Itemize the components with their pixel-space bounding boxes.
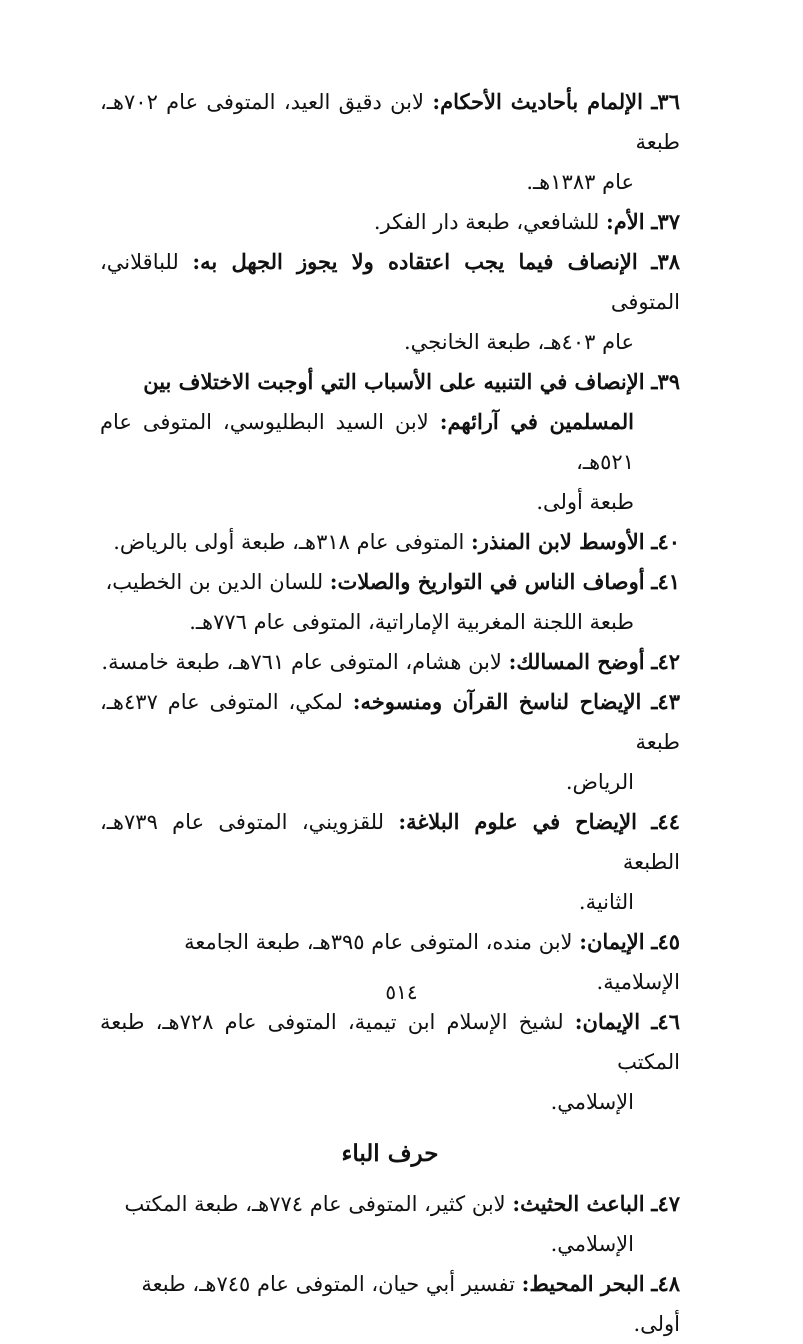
entry-number: ٤٨ـ (651, 1271, 680, 1296)
entry-number: ٤٣ـ (651, 689, 680, 714)
page-number: ٥١٤ (385, 980, 418, 1004)
entry-42 (100, 642, 680, 682)
entry-title: الإلمام بأحاديث الأحكام: (432, 89, 643, 114)
entry-title: أوصاف الناس في التواريخ والصلات: (329, 569, 645, 594)
entry-36-continuation: عام ١٣٨٣هـ. (526, 170, 634, 194)
entry-46-continuation: الإسلامي. (550, 1090, 634, 1114)
entry-39 (100, 362, 680, 402)
entry-title: الباعث الحثيث: (512, 1191, 645, 1216)
entry-details: لمكي، المتوفى عام ٤٣٧هـ، طبعة (100, 690, 680, 754)
entry-number: ٤٤ـ (651, 809, 680, 834)
entry-details: لابن كثير، المتوفى عام ٧٧٤هـ، طبعة المكتب (124, 1192, 506, 1216)
entry-title: البحر المحيط: (521, 1271, 645, 1296)
entry-47 (100, 1184, 680, 1224)
entry-details: المتوفى عام ٣١٨هـ، طبعة أولى بالرياض. (113, 530, 465, 554)
entry-48 (100, 1264, 680, 1344)
entry-number: ٣٩ـ (651, 369, 680, 394)
entry-title: الإيضاح لناسخ القرآن ومنسوخه: (352, 689, 642, 714)
entry-title: أوضح المسالك: (508, 649, 645, 674)
entry-41 (100, 562, 680, 602)
entry-title: الأم: (606, 209, 645, 234)
entry-number: ٣٦ـ (651, 89, 680, 114)
bibliography-page (100, 82, 680, 1344)
entry-41-continuation: طبعة اللجنة المغربية الإماراتية، المتوفى عام ٧٧٦هـ. (189, 610, 634, 634)
entry-44-continuation: الثانية. (578, 890, 634, 914)
entry-title: الإيمان: (579, 929, 645, 954)
entry-number: ٤٧ـ (651, 1191, 680, 1216)
entry-number: ٤٥ـ (651, 929, 680, 954)
entry-number: ٣٨ـ (651, 249, 680, 274)
entry-39-continuation (100, 402, 680, 482)
entry-40 (100, 522, 680, 562)
entry-39-continuation-2: طبعة أولى. (536, 490, 634, 514)
entry-37 (100, 202, 680, 242)
entry-title: الإنصاف في التنبيه على الأسباب التي أوجبت الاختلاف بين (143, 369, 645, 394)
entry-38-continuation: عام ٤٠٣هـ، طبعة الخانجي. (403, 330, 634, 354)
entry-title-continuation: المسلمين في آرائهم: (439, 409, 634, 434)
entry-title: الإنصاف فيما يجب اعتقاده ولا يجوز الجهل به: (192, 249, 638, 274)
entry-title: الإيمان: (574, 1009, 641, 1034)
entry-details: لابن دقيق العيد، المتوفى عام ٧٠٢هـ، طبعة (100, 90, 680, 154)
entry-number: ٤٦ـ (651, 1009, 680, 1034)
entry-47-continuation: الإسلامي. (550, 1232, 634, 1256)
entry-number: ٤٠ـ (651, 529, 680, 554)
entry-number: ٤٢ـ (651, 649, 680, 674)
section-heading: حرف الباء (341, 1140, 439, 1167)
entry-details: تفسير أبي حيان، المتوفى عام ٧٤٥هـ، طبعة أولى. (141, 1272, 680, 1336)
entry-details: لابن منده، المتوفى عام ٣٩٥هـ، طبعة الجامعة الإسلامية. (184, 930, 680, 994)
entry-36 (100, 82, 680, 162)
entry-44 (100, 802, 680, 882)
entry-38 (100, 242, 680, 322)
entry-number: ٤١ـ (651, 569, 680, 594)
entry-details: لابن هشام، المتوفى عام ٧٦١هـ، طبعة خامسة. (101, 650, 502, 674)
entry-title: الإيضاح في علوم البلاغة: (398, 809, 637, 834)
entry-details: لشيخ الإسلام ابن تيمية، المتوفى عام ٧٢٨هـ، طبعة المكتب (100, 1010, 680, 1074)
entry-details: للقزويني، المتوفى عام ٧٣٩هـ، الطبعة (100, 810, 680, 874)
entry-details: للسان الدين بن الخطيب، (105, 570, 324, 594)
entry-43-continuation: الرياض. (565, 770, 634, 794)
entry-title: الأوسط لابن المنذر: (471, 529, 645, 554)
entry-43 (100, 682, 680, 762)
entry-details: للشافعي، طبعة دار الفكر. (373, 210, 600, 234)
entry-details: للباقلاني، المتوفى (100, 250, 680, 314)
entry-46 (100, 1002, 680, 1082)
entry-details: لابن السيد البطليوسي، المتوفى عام ٥٢١هـ، (100, 410, 634, 474)
entry-number: ٣٧ـ (651, 209, 680, 234)
